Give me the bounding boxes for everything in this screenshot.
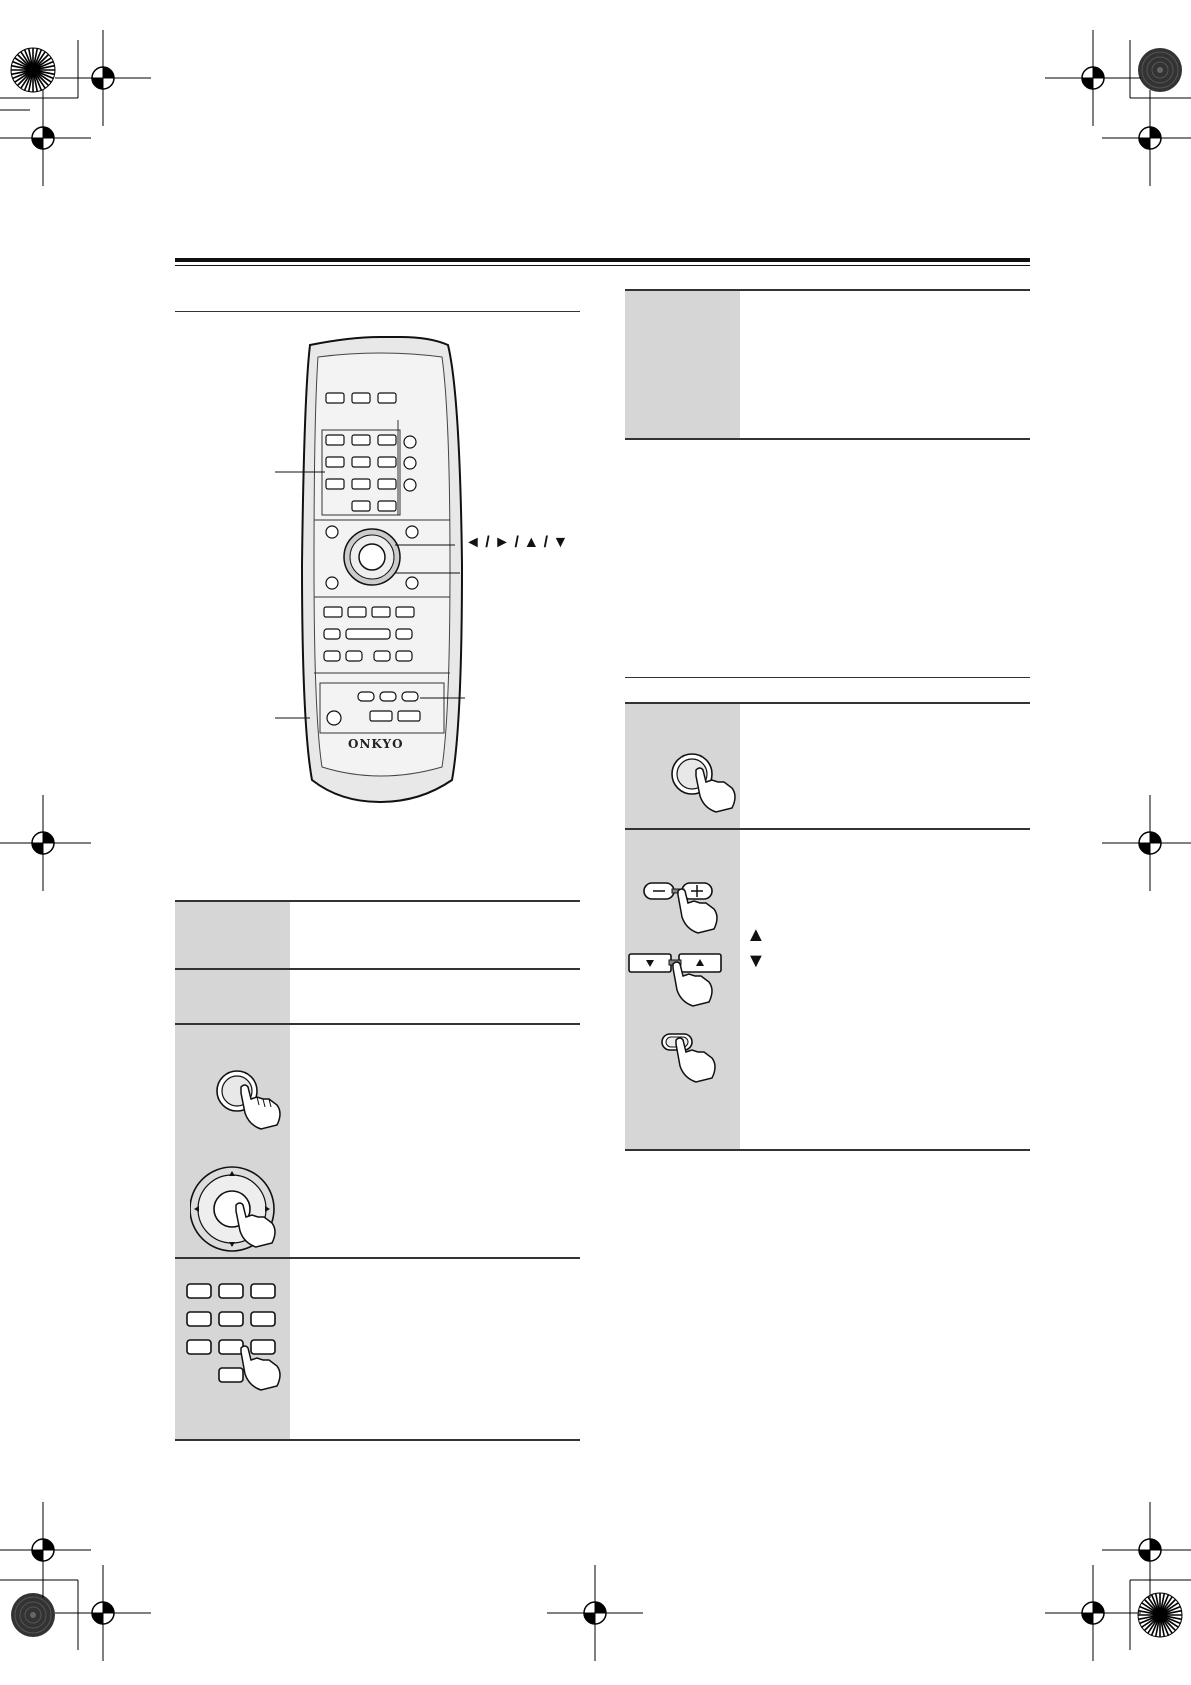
remote-brand-logo: ONKYO [348,737,404,751]
up-arrow-glyph: ▲ [746,924,766,946]
right-top-cell [625,291,740,438]
hand-press-minus-plus-icon [642,875,732,945]
hand-press-dpad-icon [190,1165,290,1255]
left-table-cell-1 [175,902,290,970]
down-arrow-glyph: ▼ [746,950,766,972]
left-table-bottom-rule [175,1439,580,1441]
header-rule-thin [175,265,1030,266]
left-table-cell-2 [175,970,290,1023]
right-section-rule [625,677,1030,678]
hand-press-button-icon [660,748,740,818]
cursor-arrows-callout: ◄ / ► / ▲ / ▼ [465,534,569,551]
left-section-rule [175,311,580,312]
callout-lines [270,440,570,740]
hand-press-number-keys-icon [185,1282,285,1412]
right-top-bottom-rule [625,438,1030,440]
hand-press-small-button-icon [660,1030,740,1090]
header-rule-thick [175,258,1030,262]
right-table-bottom-rule [625,1149,1030,1151]
hand-press-button-icon [205,1065,285,1135]
hand-press-down-up-icon [627,950,737,1020]
